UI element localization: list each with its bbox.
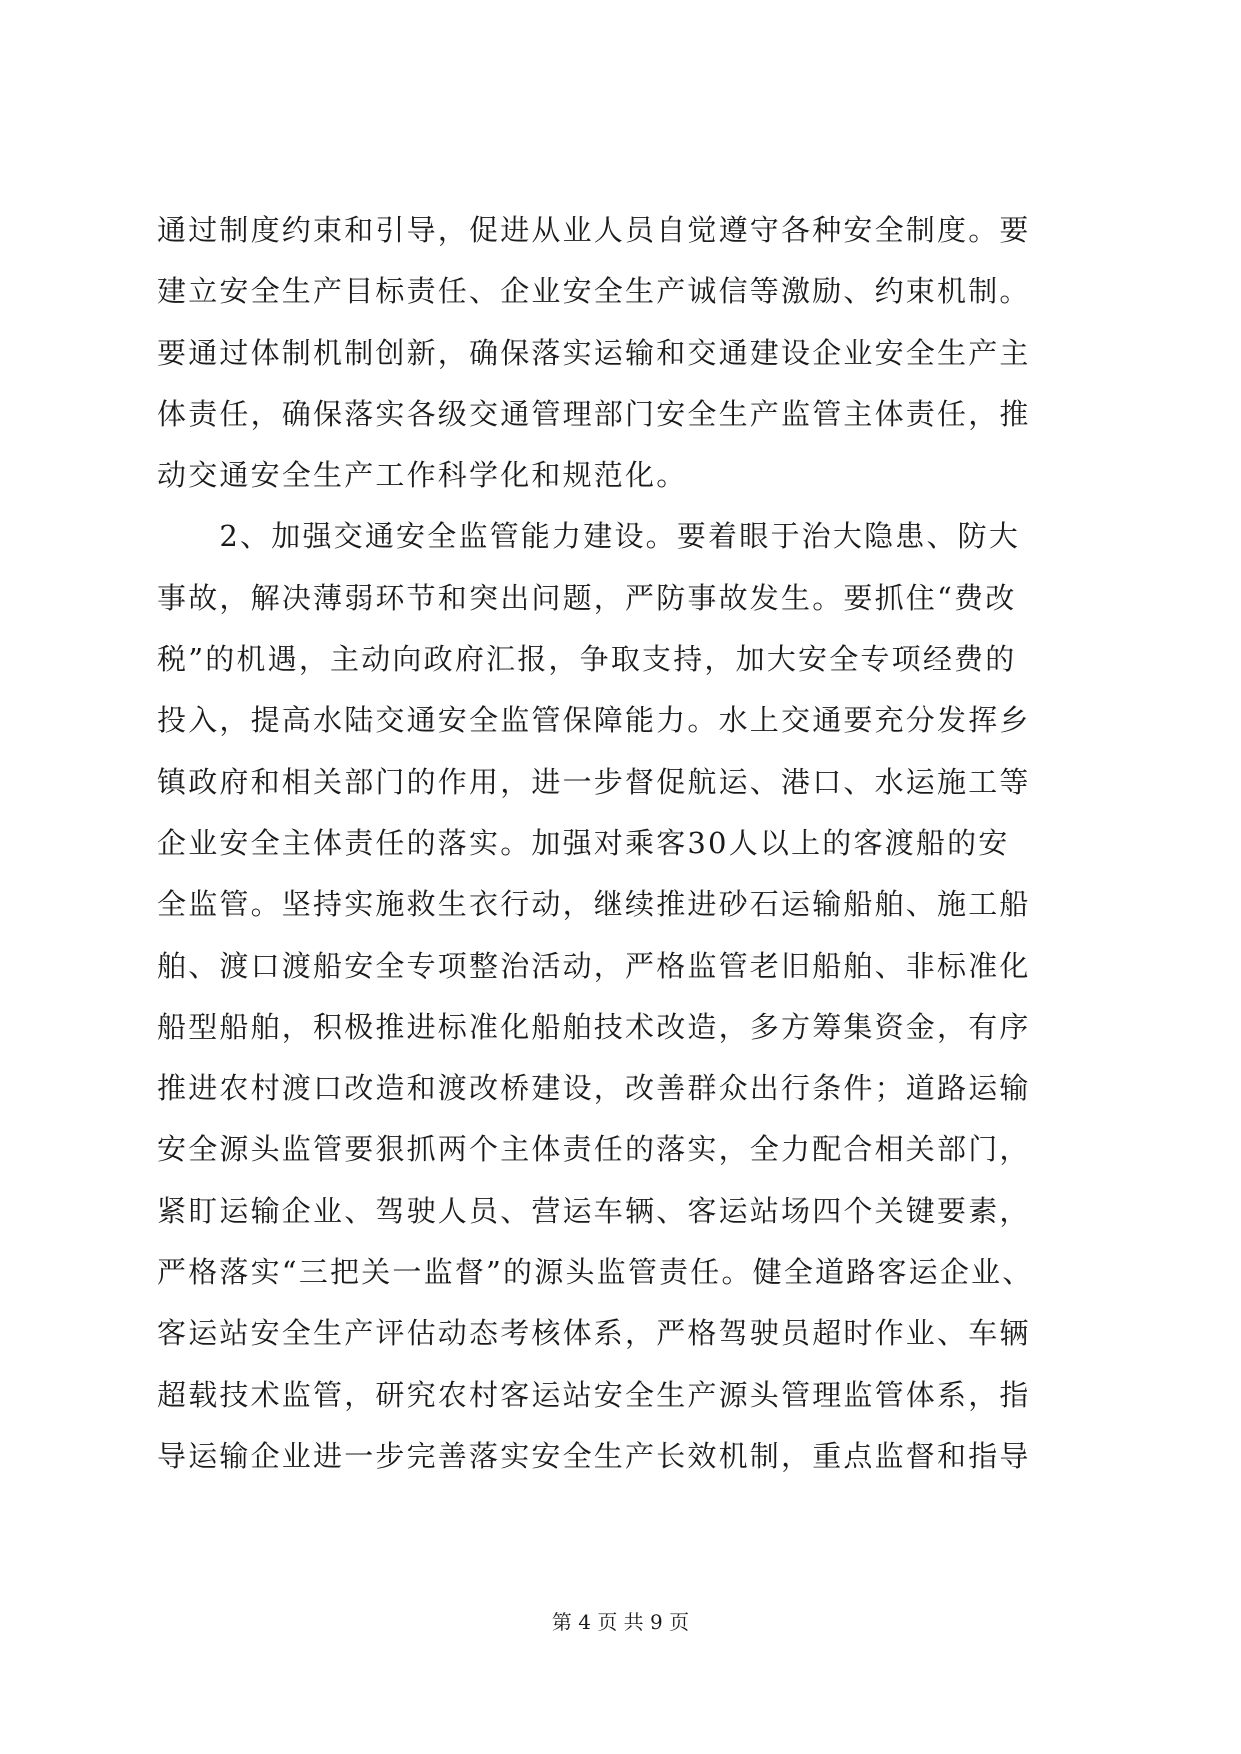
text-line: 2、加强交通安全监管能力建设。要着眼于治大隐患、防大	[157, 519, 1021, 554]
text-line: 事故，解决薄弱环节和突出问题，严防事故发生。要抓住“费改	[157, 580, 1017, 615]
text-line: 推进农村渡口改造和渡改桥建设，改善群众出行条件；道路运输	[157, 1071, 1031, 1106]
text-line: 导运输企业进一步完善落实安全生产长效机制，重点监督和指导	[157, 1438, 1031, 1473]
text-line: 船型船舶，积极推进标准化船舶技术改造，多方筹集资金，有序	[157, 1009, 1031, 1044]
text-line: 全监管。坚持实施救生衣行动，继续推进砂石运输船舶、施工船	[157, 887, 1031, 922]
text-line: 税”的机遇，主动向政府汇报，争取支持，加大安全专项经费的	[157, 642, 1017, 677]
body-text	[157, 200, 1087, 1487]
text-line: 镇政府和相关部门的作用，进一步督促航运、港口、水运施工等	[157, 764, 1031, 799]
text-line: 客运站安全生产评估动态考核体系，严格驾驶员超时作业、车辆	[157, 1316, 1031, 1351]
text-line: 投入，提高水陆交通安全监管保障能力。水上交通要充分发挥乡	[157, 703, 1031, 738]
text-line: 要通过体制机制创新，确保落实运输和交通建设企业安全生产主	[157, 335, 1031, 370]
text-line: 企业安全主体责任的落实。加强对乘客30人以上的客渡船的安	[157, 825, 1010, 860]
text-line: 严格落实“三把关一监督”的源头监管责任。健全道路客运企业、	[157, 1255, 1034, 1290]
page-footer: 第 4 页 共 9 页	[551, 1610, 690, 1634]
text-line: 紧盯运输企业、驾驶人员、营运车辆、客运站场四个关键要素，	[157, 1193, 1031, 1228]
text-line: 安全源头监管要狠抓两个主体责任的落实，全力配合相关部门，	[157, 1132, 1031, 1167]
text-line: 动交通安全生产工作科学化和规范化。	[157, 458, 688, 493]
text-line: 通过制度约束和引导，促进从业人员自觉遵守各种安全制度。要	[157, 213, 1031, 247]
text-line: 体责任，确保落实各级交通管理部门安全生产监管主体责任，推	[157, 396, 1031, 431]
text-line: 建立安全生产目标责任、企业安全生产诚信等激励、约束机制。	[157, 274, 1031, 309]
text-line: 舶、渡口渡船安全专项整治活动，严格监管老旧船舶、非标准化	[157, 948, 1031, 983]
text-line: 超载技术监管，研究农村客运站安全生产源头管理监管体系，指	[157, 1377, 1031, 1412]
